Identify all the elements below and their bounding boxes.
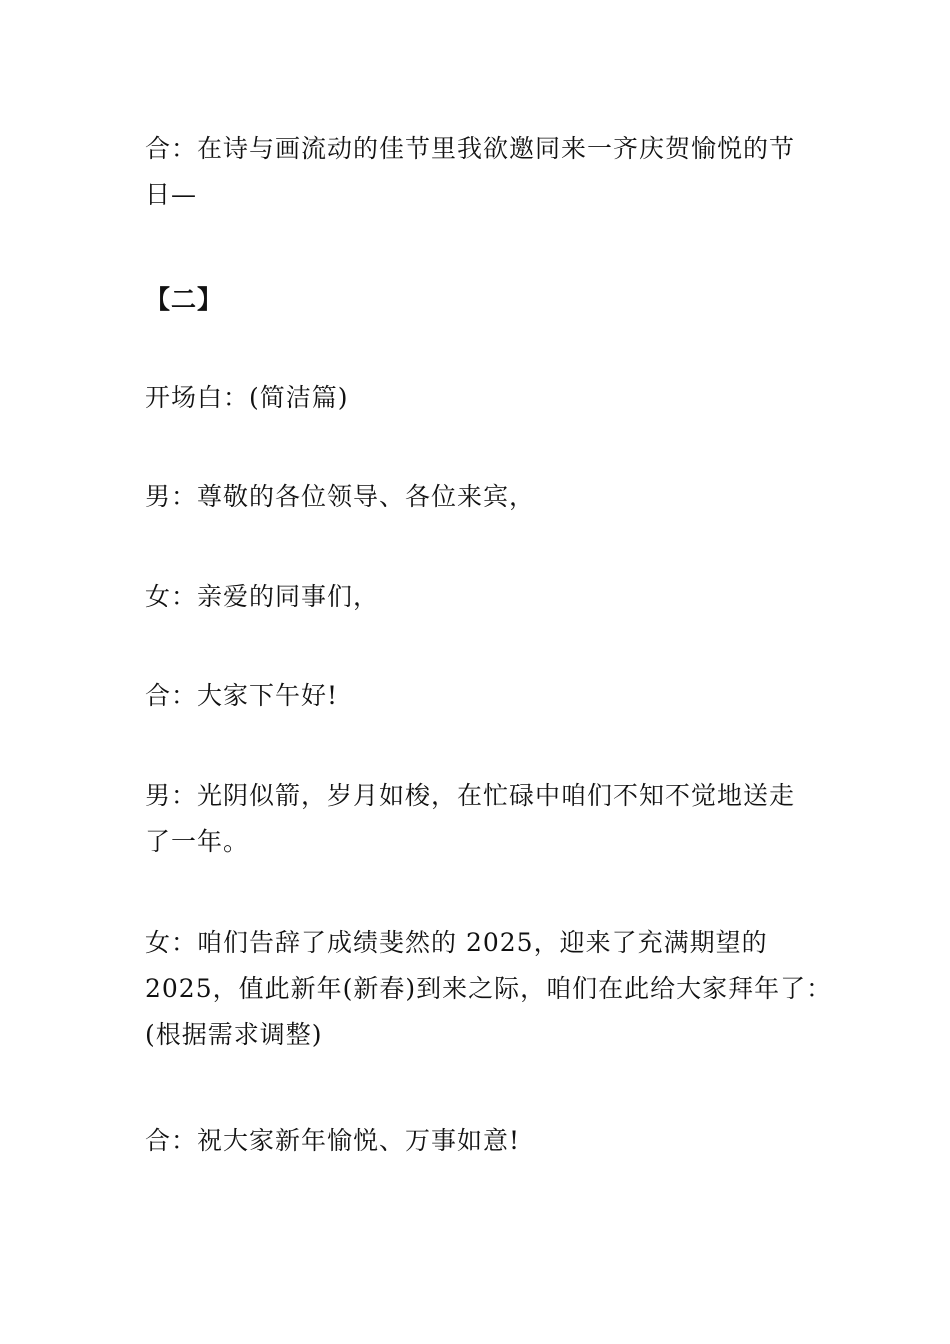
paragraph-chorus-wishes <box>145 1118 825 1164</box>
text-line: 男：光阴似箭，岁月如梭，在忙碌中咱们不知不觉地送走 <box>145 781 796 810</box>
paragraph-male-greeting <box>145 474 825 520</box>
paragraph-opening-title <box>145 375 825 421</box>
paragraph-male-time <box>145 773 825 865</box>
text-line: 开场白：(简洁篇) <box>145 383 349 412</box>
paragraph-chorus-greeting <box>145 673 825 719</box>
text-line: 了一年。 <box>145 827 250 856</box>
section-heading <box>145 277 825 323</box>
paragraph-female-newyear <box>145 920 833 1058</box>
text-line: 合：祝大家新年愉悦、万事如意! <box>145 1126 521 1155</box>
text-line: 男：尊敬的各位领导、各位来宾， <box>145 482 536 511</box>
paragraph-female-greeting <box>145 574 825 620</box>
text-line: (根据需求调整) <box>145 1020 323 1049</box>
text-line: 日— <box>145 180 198 209</box>
text-line: 合：大家下午好! <box>145 681 339 710</box>
text-line: 女：咱们告辞了成绩斐然的 2025，迎来了充满期望的 <box>145 928 768 957</box>
text-line: 女：亲爱的同事们， <box>145 582 380 611</box>
text-line: 2025，值此新年(新春)到来之际，咱们在此给大家拜年了： <box>145 974 833 1003</box>
paragraph-closing-chorus <box>145 126 825 218</box>
section-heading-text: 【二】 <box>145 285 224 314</box>
text-line: 合：在诗与画流动的佳节里我欲邀同来一齐庆贺愉悦的节 <box>145 134 796 163</box>
